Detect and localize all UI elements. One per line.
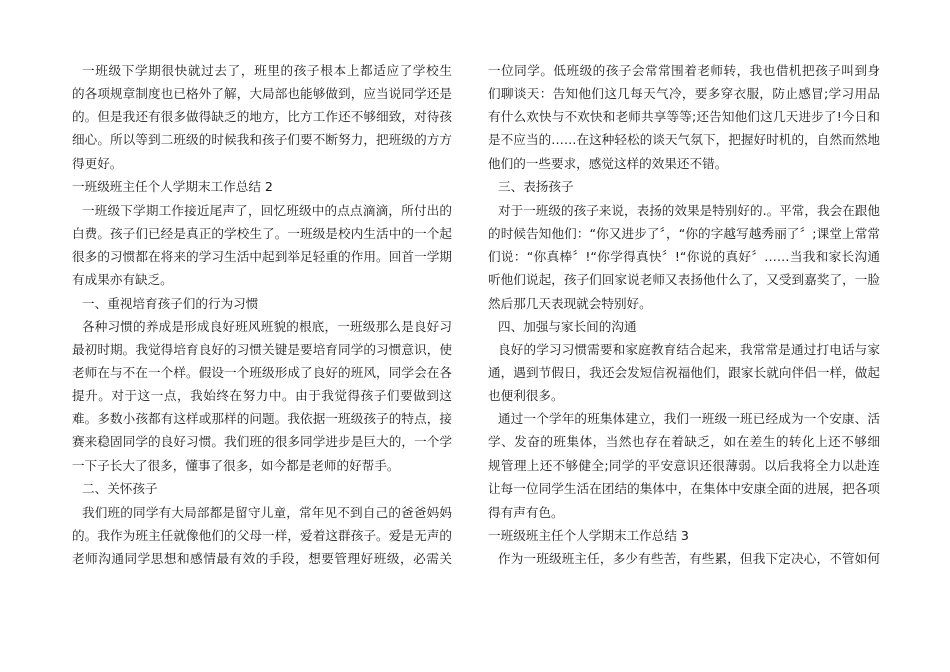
paragraph-line: 的时候告知他们：“你又进步了〞，“你的字越写越秀丽了〞;课堂上常常 <box>488 226 880 241</box>
paragraph-line: 们聊谈天：告知他们这几每天气冷，要多穿衣服，防止感冒;学习用品 <box>488 86 880 101</box>
paragraph-line: 提升。对于这一点，我始终在努力中。由于我觉得孩子们要做到这 <box>72 388 452 403</box>
paragraph-line: 一班级下学期很快就过去了，班里的孩子根本上都适应了学校生 <box>82 63 452 78</box>
paragraph-line: 一位同学。低班级的孩子会常常围着老师转，我也借机把孩子叫到身 <box>488 63 880 78</box>
paragraph-line: 很多的习惯都在将来的学习生活中起到举足轻重的作用。回首一学期 <box>72 249 452 264</box>
paragraph-line: 一班级下学期工作接近尾声了，回忆班级中的点点滴滴，所付出的 <box>82 203 452 218</box>
paragraph-line: 细心。所以等到二班级的时候我和孩子们要不断努力，把班级的方方 <box>72 132 452 147</box>
paragraph-line: 赛来稳固同学的良好习惯。我们班的很多同学进步是巨大的，一个学 <box>72 434 452 449</box>
paragraph-line: 我们班的同学有大局部都是留守儿童，常年见不到自己的爸爸妈妈 <box>82 505 452 520</box>
paragraph-line: 他们的一些要求，感觉这样的效果还不错。 <box>488 156 728 171</box>
paragraph-line: 们说：“你真棒〞!“你学得真快〞!“你说的真好〞……当我和家长沟通 <box>488 249 880 264</box>
paragraph-line: 是不应当的……在这种轻松的谈天气氛下，把握好时机的，自然而然地 <box>488 132 880 147</box>
paragraph-line: 老师沟通同学思想和感情最有效的手段，想要管理好班级，必需关 <box>72 551 452 566</box>
paragraph-line: 的各项规章制度也已格外了解，大局部也能够做到，应当说同学还是 <box>72 86 452 101</box>
paragraph-line: 对于一班级的孩子来说，表扬的效果是特别好的.。平常，我会在跟他 <box>498 203 880 218</box>
paragraph-line: 的。但是我还有很多做得缺乏的地方，比方工作还不够细致，对待孩 <box>72 109 452 124</box>
paragraph-line: 最初时期。我觉得培育良好的习惯关键是要培育同学的习惯意识，使 <box>72 342 452 357</box>
paragraph-line: 老师在与不在一个样。假设一个班级形成了良好的班风，同学会在各 <box>72 365 452 380</box>
paragraph-line: 有成果亦有缺乏。 <box>72 272 173 287</box>
paragraph-line: 得更好。 <box>72 156 123 171</box>
section-title: 一班级班主任个人学期末工作总结 3 <box>488 528 689 543</box>
paragraph-line: 难。多数小孩都有这样或那样的问题。我依据一班级孩子的特点，接 <box>72 411 452 426</box>
paragraph-line: 通，遇到节假日，我还会发短信祝福他们，跟家长就向伴侣一样，做起 <box>488 365 880 380</box>
subsection-heading: 一、重视培育孩子们的行为习惯 <box>82 296 259 311</box>
paragraph-line: 的。我作为班主任就像他们的父母一样，爱着这群孩子。爱是无声的 <box>72 528 452 543</box>
paragraph-line: 学、发奋的班集体，当然也存在着缺乏，如在差生的转化上还不够细 <box>488 434 880 449</box>
subsection-heading: 二、关怀孩子 <box>82 481 158 496</box>
paragraph-line: 白费。孩子们已经是真正的学校生了。一班级是校内生活中的一个起 <box>72 226 452 241</box>
paragraph-line: 得有声有色。 <box>488 505 564 520</box>
paragraph-line: 作为一班级班主任，多少有些苦，有些累，但我下定决心，不管如何 <box>498 551 880 566</box>
paragraph-line: 良好的学习习惯需要和家庭教育结合起来，我常常是通过打电话与家 <box>498 342 880 357</box>
subsection-heading: 三、表扬孩子 <box>498 179 574 194</box>
paragraph-line: 规管理上还不够健全;同学的平安意识还很薄弱。以后我将全力以赴连 <box>488 458 880 473</box>
paragraph-line: 一下子长大了很多，懂事了很多，如今都是老师的好帮手。 <box>72 458 400 473</box>
paragraph-line: 然后那几天表现就会特别好。 <box>488 296 652 311</box>
paragraph-line: 各种习惯的养成是形成良好班风班貌的根底，一班级那么是良好习 <box>82 319 452 334</box>
paragraph-line: 通过一个学年的班集体建立，我们一班级一班已经成为一个安康、活 <box>498 411 880 426</box>
paragraph-line: 让每一位同学生活在团结的集体中，在集体中安康全面的进展，把各项 <box>488 481 880 496</box>
section-title: 一班级班主任个人学期末工作总结 2 <box>72 179 273 194</box>
paragraph-line: 有什么欢快与不欢快和老师共享等等;还告知他们这几天进步了!今日和 <box>488 109 880 124</box>
subsection-heading: 四、加强与家长间的沟通 <box>498 319 637 334</box>
paragraph-line: 听他们说起，孩子们回家说老师又表扬他什么了，又受到嘉奖了，一脸 <box>488 272 880 287</box>
paragraph-line: 也便利很多。 <box>488 388 564 403</box>
